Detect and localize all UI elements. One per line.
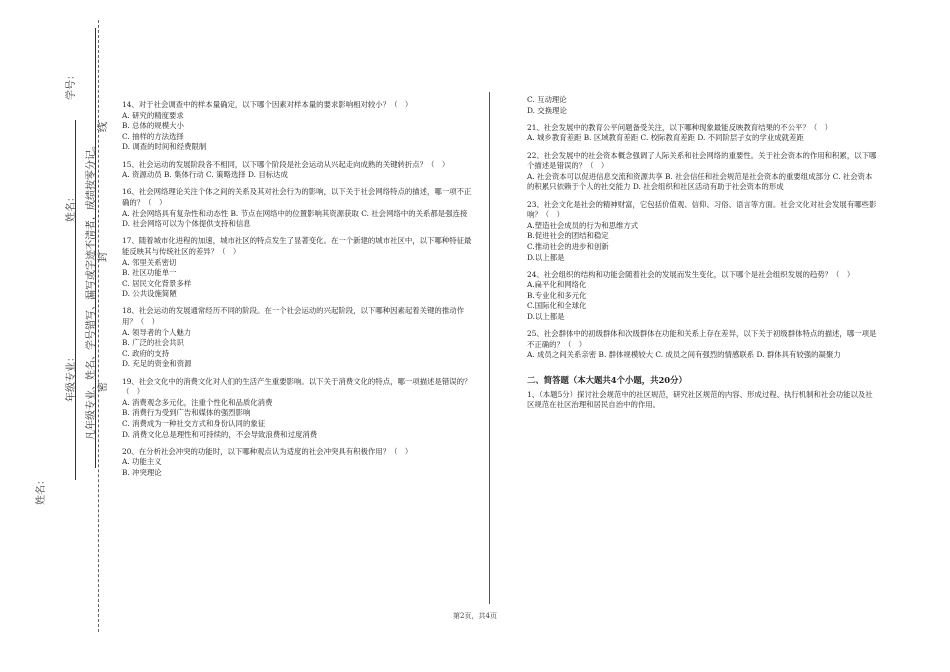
seal-char-mi: 密	[98, 382, 109, 392]
binding-notice: 凡年级专业、姓名、学号错写、漏写或字迹不清者，成绩按零分记。	[86, 140, 97, 440]
right-column	[527, 95, 879, 417]
question-15	[122, 160, 474, 181]
question-stem: 20、在分析社会冲突的功能时，以下哪种观点认为适度的社会冲突具有积极作用？（ ）	[122, 446, 413, 456]
option: D. 调查的时间和经费限制	[122, 142, 207, 152]
option: B. 消费行为受到广告和媒体的强烈影响	[122, 408, 251, 418]
question-stem: 15、社会运动的发展阶段各不相同，以下哪个阶段是社会运动从兴起走向成熟的关键转折点？（ ）	[122, 159, 450, 169]
label-major: 年级专业：	[66, 352, 77, 402]
question-22	[527, 151, 879, 193]
column-divider	[489, 92, 490, 604]
question-25	[527, 329, 879, 361]
question-16	[122, 187, 474, 229]
question-24	[527, 270, 879, 323]
label-school: 姓名：	[36, 475, 47, 505]
option: A. 社会资本可以促进信息交流和资源共享 B. 社会信任和社会规范是社会资本的重要组成部分 C. 社会资本的积累只依赖于个人的社交能力 D. 社会组织和社区活动有助于社会资本的形成	[527, 171, 873, 192]
binding-line-1	[75, 120, 76, 480]
question-stem: 21、社会发展中的教育公平问题备受关注，以下哪种现象最能反映教育结果的不公平？（ ）	[527, 122, 833, 132]
question-stem: 22、社会发展中的社会资本概念强调了人际关系和社会网络的重要性。关于社会资本的作用和积累，以下哪个描述是错误的？（ ）	[527, 150, 877, 171]
option: A. 邻里关系密切	[122, 257, 177, 267]
question-stem: 17、随着城市化进程的加速，城市社区的特点发生了显著变化。在一个新建的城市社区中，以下哪种特征最能反映其与传统社区的差异？（ ）	[122, 236, 472, 256]
label-name: 姓名：	[66, 192, 77, 222]
option: C.国际化和全球化	[527, 301, 587, 311]
question-stem: 18、社会运动的发展通常经历不同的阶段。在一个社会运动的兴起阶段，以下哪种因素起着关键的推动作用？（ ）	[122, 306, 464, 327]
option: C. 政府的支持	[122, 348, 170, 358]
question-stem: 16、社会网络理论关注个体之间的关系及其对社会行为的影响，以下关于社会网络特点的描述，哪一项不正确的？（ ）	[122, 187, 472, 207]
option: A. 领导者的个人魅力	[122, 327, 192, 337]
short-answer-1: 1、（本题5分）探讨社会规范中的社区规范，研究社区规范的内容、形成过程、执行机制和社会功能以及社区规范在社区治理和居民自治中的作用。	[527, 389, 873, 410]
option: B. 总体的规模大小	[122, 121, 184, 131]
question-18	[122, 306, 474, 370]
option: D.以上都是	[527, 312, 565, 322]
option: C. 居民文化背景多样	[122, 278, 192, 288]
question-stem: 19、社会文化中的消费文化对人们的生活产生重要影响。以下关于消费文化的特点，哪一项描述是错误的？（ ）	[122, 376, 472, 397]
question-20	[122, 447, 474, 479]
option: A.塑造社会成员的行为和思维方式	[527, 220, 639, 230]
question-23	[527, 200, 879, 264]
option: B. 社区功能单一	[122, 268, 177, 278]
option: D. 消费文化总是理性和可持续的，不会导致浪费和过度消费	[122, 429, 318, 439]
option: C. 互动理论	[527, 95, 567, 104]
label-id: 学号：	[66, 70, 77, 100]
option: A. 社会网络具有复杂性和动态性 B. 节点在网络中的位置影响其资源获取 C. 社会网络中的关系都是强连接 D. 社会网络可以为个体提供支持和信息	[122, 208, 468, 229]
question-19	[122, 377, 474, 441]
option: A. 消费观念多元化，注重个性化和品质化消费	[122, 397, 273, 407]
option: B.促进社会的团结和稳定	[527, 231, 609, 241]
option: B. 冲突理论	[122, 467, 162, 477]
left-column	[122, 100, 474, 485]
option: C. 消费成为一种社交方式和身份认同的象征	[122, 419, 266, 428]
option: A. 成员之间关系亲密 B. 群体规模较大 C. 成员之间有强烈的情感联系 D. 群体具有较强的凝聚力	[527, 350, 841, 360]
question-21	[527, 123, 879, 144]
question-stem: 14、对于社会调查中的样本量确定，以下哪个因素对样本量的要求影响相对较小？（ ）	[122, 100, 413, 109]
section-heading: 二、简答题（本大题共4个小题，共20分）	[527, 375, 687, 386]
question-17	[122, 236, 474, 300]
seal-dashed-line	[98, 20, 99, 632]
binding-margin	[0, 0, 110, 672]
question-stem: 25、社会群体中的初级群体和次级群体在功能和关系上存在差异，以下关于初级群体特点的描述，哪一项是不正确的？（ ）	[527, 329, 877, 349]
seal-char-xian: 线	[98, 122, 109, 132]
option: D.以上都是	[527, 252, 565, 262]
option: D. 交换理论	[527, 105, 567, 115]
question-stem: 24、社会组织的结构和功能会随着社会的发展而发生变化，以下哪个是社会组织发展的趋势？（ ）	[527, 269, 855, 279]
option: A. 研究的精度要求	[122, 110, 184, 120]
option: D. 公共设施简陋	[122, 289, 177, 299]
question-20-continued	[527, 95, 879, 116]
option: B.专业化和多元化	[527, 290, 587, 300]
option: A.扁平化和网络化	[527, 280, 587, 290]
option: B. 广泛的社会共识	[122, 338, 184, 348]
option: C. 抽样的方法选择	[122, 131, 184, 141]
option: C.推动社会的进步和创新	[527, 241, 609, 251]
option: A. 资源动员 B. 集体行动 C. 策略选择 D. 目标达成	[122, 170, 288, 180]
option: D. 充足的资金和资源	[122, 359, 192, 369]
page-number: 第2页，共4页	[453, 612, 497, 620]
seal-char-feng: 封	[98, 252, 109, 262]
option: A. 城乡教育差距 B. 区域教育差距 C. 校际教育差距 D. 不同阶层子女的学业成就差距	[527, 133, 804, 143]
question-stem: 23、社会文化是社会的精神财富，它包括价值观、信仰、习俗、语言等方面。社会文化对社会发展有哪些影响？（ ）	[527, 199, 877, 220]
option: A. 功能主义	[122, 457, 162, 467]
question-14	[122, 100, 474, 153]
